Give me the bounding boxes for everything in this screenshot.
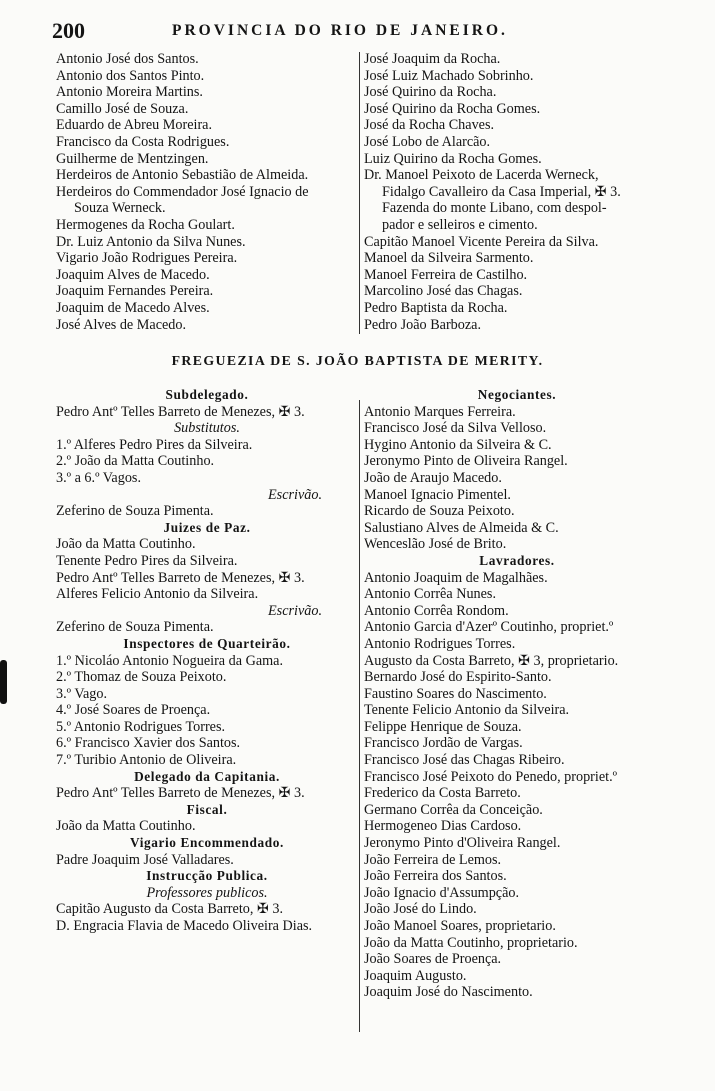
list-item: Hermogeneo Dias Cardoso. [364,818,522,835]
list-item: José Quirino da Rocha Gomes. [364,100,541,117]
list-item: 2.º Thomaz de Souza Peixoto. [56,669,227,686]
list-item: José da Rocha Chaves. [364,117,495,134]
page-header [52,18,662,42]
list-item: Antonio Garcia d'Azerº Coutinho, propriet.º [364,619,614,636]
list-item: Joaquim de Macedo Alves. [56,299,210,316]
list-item: 3.º a 6.º Vagos. [56,469,141,486]
list-item: Manoel Ignacio Pimentel. [364,486,511,503]
list-item: José Quirino da Rocha. [364,84,497,101]
list-item: Augusto da Costa Barreto, ✠ 3, proprietario. [364,652,619,669]
list-item: Guilherme de Mentzingen. [56,150,209,167]
list-item: 7.º Turibio Antonio de Oliveira. [56,752,237,769]
list-item: Zeferino de Souza Pimenta. [56,619,214,636]
list-item: Herdeiros do Commendador José Ignacio de [56,183,309,200]
section-heading: Inspectores de Quarteirão. [123,635,291,651]
list-item: Zeferino de Souza Pimenta. [56,503,214,520]
list-item: Alferes Felicio Antonio da Silveira. [56,586,259,603]
list-item: Pedro Baptista da Rocha. [364,299,508,316]
list-item: Salustiano Alves de Almeida & C. [364,519,559,536]
list-item: Jeronymo Pinto d'Oliveira Rangel. [364,835,561,852]
list-item: Padre Joaquim José Valladares. [56,851,234,868]
section-heading: Vigario Encommendado. [130,835,284,851]
list-item: Francisco da Costa Rodrigues. [56,133,230,150]
section-heading: Subdelegado. [165,387,249,402]
top-right-list [364,51,670,333]
list-item: João da Matta Coutinho. [56,536,196,553]
list-item: pador e selleiros e cimento. [382,216,538,233]
list-item: Jeronymo Pinto de Oliveira Rangel. [364,453,568,470]
page-number: 200 [52,18,85,43]
list-item: João Soares de Proença. [364,951,502,968]
list-item: Antonio Joaquim de Magalhães. [364,569,548,586]
list-item: Felippe Henrique de Souza. [364,718,522,735]
list-item: Antonio Corrêa Nunes. [364,586,496,603]
list-item: Tenente Felicio Antonio da Silveira. [364,702,570,719]
list-item: João da Matta Coutinho, proprietario. [364,934,578,951]
list-item: Antonio Corrêa Rondom. [364,602,509,619]
list-item: Eduardo de Abreu Moreira. [56,117,213,134]
list-item: Vigario João Rodrigues Pereira. [56,250,238,267]
list-item: João Ferreira de Lemos. [364,851,502,868]
list-item: Fidalgo Cavalleiro da Casa Imperial, ✠ 3. [382,183,621,200]
list-item: 4.º José Soares de Proença. [56,702,211,719]
list-item: Pedro Antº Telles Barreto de Menezes, ✠ 3. [56,403,305,420]
list-item: Germano Corrêa da Conceição. [364,801,543,818]
list-item: João Manoel Soares, proprietario. [364,918,556,934]
list-item: 1.º Nicoláo Antonio Nogueira da Gama. [56,652,284,669]
list-item: José Joaquim da Rocha. [364,51,501,67]
list-item: Joaquim Augusto. [364,967,467,984]
section-subheading: Professores publicos. [146,884,268,901]
list-item: Souza Werneck. [74,200,166,217]
page-title: PROVINCIA DO RIO DE JANEIRO. [172,22,508,39]
list-item: João da Matta Coutinho. [56,818,196,835]
list-item: Antonio Moreira Martins. [56,84,203,101]
list-item: 2.º João da Matta Coutinho. [56,453,215,470]
list-item: 1.º Alferes Pedro Pires da Silveira. [56,436,253,453]
list-item: João José do Lindo. [364,901,477,918]
list-item: Joaquim Alves de Macedo. [56,266,210,283]
list-item: 6.º Francisco Xavier dos Santos. [56,735,241,752]
list-item: Hermogenes da Rocha Goulart. [56,216,235,233]
list-item: Antonio José dos Santos. [56,51,199,67]
list-item: Francisco José das Chagas Ribeiro. [364,752,565,769]
section-heading: Instrucção Publica. [146,868,268,884]
list-item: Wenceslão José de Brito. [364,536,507,553]
section-heading: Fiscal. [186,801,228,817]
list-item: Antonio dos Santos Pinto. [56,67,205,84]
list-item: Pedro João Barboza. [364,316,482,333]
list-item: 3.º Vago. [56,685,108,702]
officials-column [56,387,358,935]
list-item: Francisco José da Silva Velloso. [364,420,547,437]
list-item: Fazenda do monte Libano, com despol- [382,200,607,217]
list-item: Joaquim José do Nascimento. [364,984,533,1001]
list-item: 5.º Antonio Rodrigues Torres. [56,718,226,735]
section-subheading: Substitutos. [174,420,240,437]
list-item: Antonio Rodrigues Torres. [364,635,516,652]
list-item: Francisco Jordão de Vargas. [364,735,523,752]
section-subheading: Escrivão. [268,602,322,619]
list-item: Frederico da Costa Barreto. [364,785,521,802]
list-item: Hygino Antonio da Silveira & C. [364,436,552,453]
list-item: Bernardo José do Espirito-Santo. [364,669,552,686]
list-item: Faustino Soares do Nascimento. [364,685,547,702]
list-item: Joaquim Fernandes Pereira. [56,283,214,300]
list-item: Capitão Augusto da Costa Barreto, ✠ 3. [56,901,284,918]
list-item: Francisco José Peixoto do Penedo, propriet.º [364,768,618,785]
list-item: Manoel Ferreira de Castilho. [364,266,528,283]
list-item: João Ignacio d'Assumpção. [364,884,520,901]
list-item: Herdeiros de Antonio Sebastião de Almeida. [56,167,309,184]
list-item: Dr. Manoel Peixoto de Lacerda Werneck, [364,167,599,184]
list-item: Camillo José de Souza. [56,100,189,117]
section-heading: Negociantes. [477,387,557,402]
list-item: Dr. Luiz Antonio da Silva Nunes. [56,233,246,250]
list-item: José Lobo de Alarcão. [364,133,491,150]
top-left-list [56,51,358,333]
column-divider [359,52,360,334]
section-heading: Delegado da Capitania. [134,768,280,784]
section-heading: Lavradores. [479,552,555,568]
section-subheading: Escrivão. [268,486,322,503]
list-item: D. Engracia Flavia de Macedo Oliveira Dias. [56,918,313,934]
column-divider [359,400,360,1032]
list-item: José Luiz Machado Sobrinho. [364,67,534,84]
list-item: Capitão Manoel Vicente Pereira da Silva. [364,233,599,250]
list-item: Manoel da Silveira Sarmento. [364,250,534,267]
list-item: Luiz Quirino da Rocha Gomes. [364,150,542,167]
list-item: Marcolino José das Chagas. [364,283,523,300]
merchants-farmers-column [364,387,670,1001]
list-item: Antonio Marques Ferreira. [364,403,516,420]
list-item: José Alves de Macedo. [56,316,187,333]
section-heading: Juizes de Paz. [163,519,251,535]
scan-margin-mark [0,660,7,704]
list-item: Tenente Pedro Pires da Silveira. [56,552,238,569]
list-item: Pedro Antº Telles Barreto de Menezes, ✠ 3. [56,785,305,802]
list-item: João Ferreira dos Santos. [364,868,507,885]
list-item: Ricardo de Souza Peixoto. [364,503,515,520]
list-item: Pedro Antº Telles Barreto de Menezes, ✠ 3. [56,569,305,586]
section-title: FREGUEZIA DE S. JOÃO BAPTISTA DE MERITY. [171,353,544,368]
list-item: João de Araujo Macedo. [364,469,502,486]
